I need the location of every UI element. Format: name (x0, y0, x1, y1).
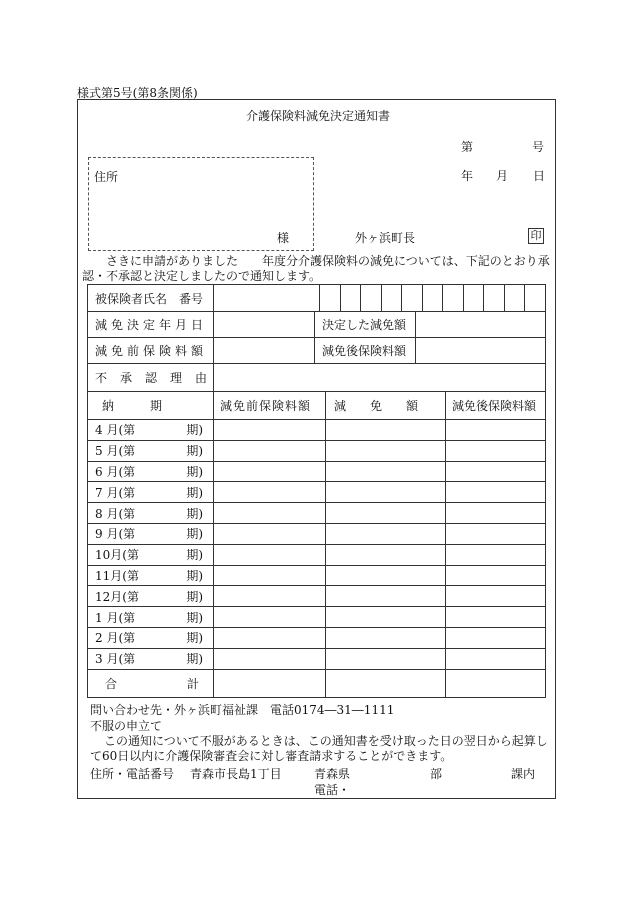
period-reduction[interactable] (326, 607, 446, 628)
total-right: 計 (186, 676, 199, 691)
period-after-amount[interactable] (446, 627, 546, 648)
period-label (88, 648, 214, 669)
header-reduction: 減 免 額 (326, 392, 446, 420)
period-after-amount[interactable] (446, 420, 546, 441)
number-digit[interactable] (402, 285, 423, 311)
period-after-amount[interactable] (446, 607, 546, 628)
date-month: 月 (496, 169, 509, 183)
number-digit[interactable] (340, 285, 361, 311)
number-digit[interactable] (443, 285, 464, 311)
honorific: 様 (277, 231, 290, 245)
period-term: 期) (186, 631, 203, 646)
period-row (88, 482, 546, 503)
number-digit[interactable] (320, 285, 341, 311)
total-after[interactable] (446, 669, 546, 697)
rejection-reason-label: 不承認理由 (88, 364, 214, 392)
period-label (88, 565, 214, 586)
header-after-amount: 減免後保険料額 (446, 392, 546, 420)
number-digit[interactable] (381, 285, 402, 311)
period-term: 期) (186, 610, 203, 625)
period-month: 3 月(第 (95, 652, 136, 667)
period-after-amount[interactable] (446, 586, 546, 607)
period-month: 10月(第 (95, 548, 139, 563)
period-reduction[interactable] (326, 565, 446, 586)
period-term: 期) (186, 485, 203, 500)
period-label (88, 607, 214, 628)
issuer: 外ヶ浜町長 (355, 231, 416, 245)
period-row (88, 586, 546, 607)
header-before-amount: 減免前保険料額 (214, 392, 326, 420)
intro-line-2: 認・不承認と決定しましたので通知します。 (82, 269, 322, 283)
period-month: 12月(第 (95, 589, 139, 604)
period-row (88, 607, 546, 628)
period-before-amount[interactable] (214, 648, 326, 669)
section: 課内 (511, 767, 536, 781)
period-term: 期) (186, 589, 203, 604)
info-table (87, 284, 546, 392)
period-month: 8 月(第 (95, 506, 136, 521)
period-term: 期) (186, 464, 203, 479)
period-label (88, 544, 214, 565)
total-before[interactable] (214, 669, 326, 697)
date-year: 年 (461, 169, 474, 183)
period-before-amount[interactable] (214, 565, 326, 586)
period-label (88, 586, 214, 607)
period-reduction[interactable] (326, 440, 446, 461)
period-before-amount[interactable] (214, 607, 326, 628)
number-digit[interactable] (463, 285, 484, 311)
period-label (88, 503, 214, 524)
period-row (88, 503, 546, 524)
period-after-amount[interactable] (446, 565, 546, 586)
period-after-amount[interactable] (446, 544, 546, 565)
before-amount-value[interactable] (214, 338, 315, 364)
decision-date-value[interactable] (214, 312, 315, 338)
department: 部 (430, 767, 443, 781)
period-before-amount[interactable] (214, 420, 326, 441)
period-term: 期) (186, 527, 203, 542)
insured-number-cell (214, 285, 546, 312)
period-reduction[interactable] (326, 648, 446, 669)
period-row (88, 461, 546, 482)
document-title: 介護保険料減免決定通知書 (246, 109, 391, 123)
period-month: 5 月(第 (95, 444, 136, 459)
period-before-amount[interactable] (214, 544, 326, 565)
seal-mark: 印 (528, 228, 544, 244)
period-reduction[interactable] (326, 586, 446, 607)
insured-name-label: 被保険者氏名 番号 (88, 285, 214, 312)
number-digit[interactable] (361, 285, 382, 311)
number-digit[interactable] (484, 285, 505, 311)
period-label (88, 627, 214, 648)
period-after-amount[interactable] (446, 523, 546, 544)
period-before-amount[interactable] (214, 461, 326, 482)
period-reduction[interactable] (326, 503, 446, 524)
period-term: 期) (186, 652, 203, 667)
period-month: 4 月(第 (95, 423, 136, 438)
period-row (88, 440, 546, 461)
period-before-amount[interactable] (214, 482, 326, 503)
period-table (87, 391, 546, 698)
total-reduction[interactable] (326, 669, 446, 697)
period-reduction[interactable] (326, 523, 446, 544)
period-row (88, 420, 546, 441)
period-after-amount[interactable] (446, 461, 546, 482)
number-digit[interactable] (504, 285, 525, 311)
period-before-amount[interactable] (214, 440, 326, 461)
number-digit[interactable] (422, 285, 443, 311)
period-row (88, 544, 546, 565)
period-after-amount[interactable] (446, 482, 546, 503)
period-row (88, 648, 546, 669)
prefecture: 青森県 (314, 767, 351, 781)
period-term: 期) (186, 444, 203, 459)
address-phone-label: 住所・電話番号 (90, 767, 175, 781)
appeal-line-2: て60日以内に介護保険審査会に対し審査請求することができます。 (90, 749, 453, 763)
period-before-amount[interactable] (214, 586, 326, 607)
period-month: 11月(第 (95, 568, 139, 583)
decision-date-label: 減免決定年月日 (88, 312, 214, 338)
appeal-title: 不服の申立て (90, 719, 163, 733)
contact-info: 問い合わせ先・外ヶ浜町福祉課 電話0174―31―1111 (90, 703, 395, 717)
period-term: 期) (186, 506, 203, 521)
period-before-amount[interactable] (214, 523, 326, 544)
total-label (88, 669, 214, 697)
period-after-amount[interactable] (446, 648, 546, 669)
address-label: 住所 (94, 170, 119, 184)
period-before-amount[interactable] (214, 627, 326, 648)
period-term: 期) (186, 423, 203, 438)
period-month: 7 月(第 (95, 485, 136, 500)
date-day: 日 (533, 169, 546, 183)
office-address: 青森市長島1丁目 (190, 767, 282, 781)
rejection-reason-value[interactable] (214, 364, 546, 392)
period-row (88, 627, 546, 648)
period-term: 期) (186, 548, 203, 563)
period-month: 6 月(第 (95, 464, 136, 479)
phone-label: 電話・ (314, 783, 351, 797)
period-row (88, 565, 546, 586)
number-prefix: 第 (461, 140, 474, 154)
period-label (88, 461, 214, 482)
period-reduction[interactable] (326, 627, 446, 648)
period-term: 期) (186, 568, 203, 583)
before-amount-label: 減免前保険料額 (88, 338, 214, 364)
period-label (88, 420, 214, 441)
form-number: 様式第5号(第8条関係) (77, 86, 198, 100)
appeal-line-1: この通知について不服があるときは、この通知書を受け取った日の翌日から起算し (104, 734, 548, 748)
number-suffix: 号 (532, 140, 545, 154)
after-amount-value[interactable] (416, 338, 546, 364)
period-reduction[interactable] (326, 420, 446, 441)
period-label (88, 523, 214, 544)
after-amount-label: 減免後保険料額 (315, 338, 416, 364)
decided-amount-value[interactable] (416, 312, 546, 338)
period-month: 2 月(第 (95, 631, 136, 646)
period-row (88, 523, 546, 544)
period-reduction[interactable] (326, 482, 446, 503)
period-month: 9 月(第 (95, 527, 136, 542)
period-after-amount[interactable] (446, 440, 546, 461)
period-month: 1 月(第 (95, 610, 136, 625)
period-reduction[interactable] (326, 544, 446, 565)
period-label (88, 482, 214, 503)
period-after-amount[interactable] (446, 503, 546, 524)
total-left: 合 (105, 676, 118, 691)
decided-amount-label: 決定した減免額 (315, 312, 416, 338)
intro-line-1: さきに申請がありました 年度分介護保険料の減免については、下記のとおり承 (106, 254, 550, 268)
period-reduction[interactable] (326, 461, 446, 482)
header-due-period: 納 期 (88, 392, 214, 420)
number-digit[interactable] (525, 285, 546, 311)
period-before-amount[interactable] (214, 503, 326, 524)
period-label (88, 440, 214, 461)
